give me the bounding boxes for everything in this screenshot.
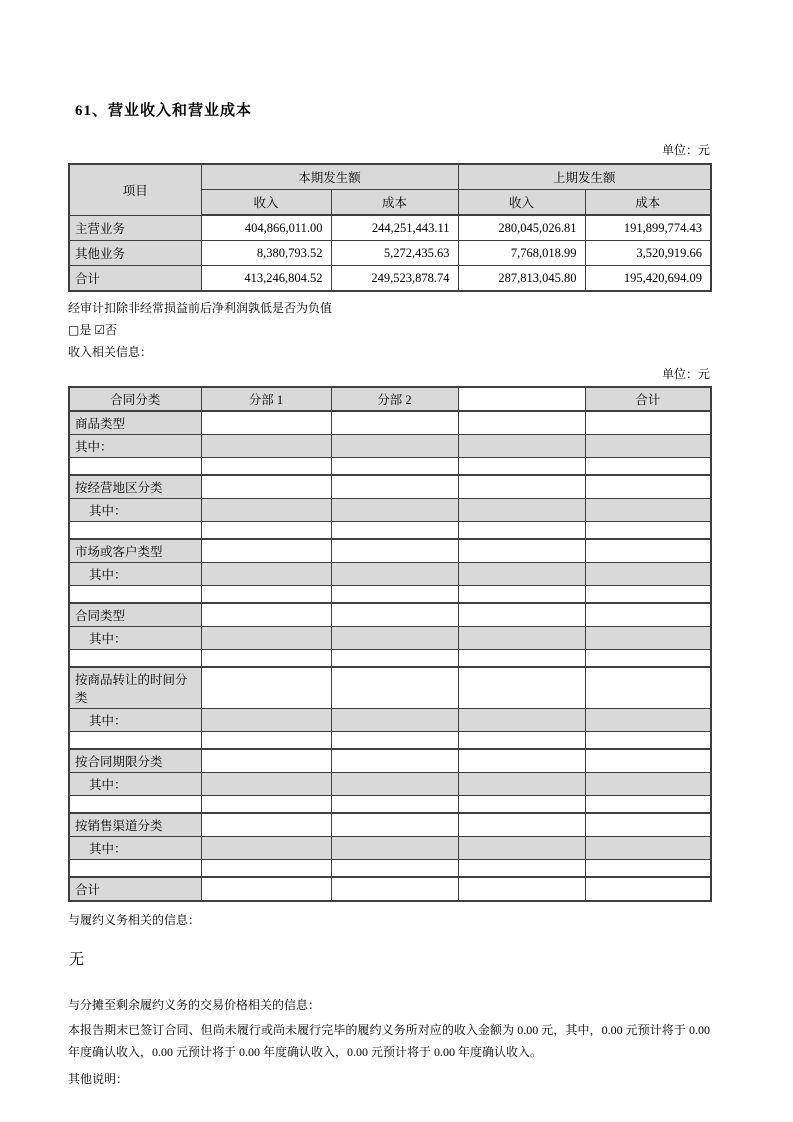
col-header-segment-1: 分部 1 bbox=[201, 387, 331, 411]
contract-table-row bbox=[69, 603, 711, 627]
empty-cell bbox=[331, 650, 458, 668]
row-label: 按合同期限分类 bbox=[69, 749, 201, 773]
empty-cell bbox=[458, 522, 585, 540]
contract-table-row bbox=[69, 627, 711, 650]
contract-table-row bbox=[69, 499, 711, 522]
col-header-prior-period: 上期发生额 bbox=[458, 164, 711, 190]
amount-cell: 5,272,435.63 bbox=[331, 241, 458, 266]
contract-table-row bbox=[69, 586, 711, 604]
empty-cell bbox=[201, 877, 331, 901]
empty-cell bbox=[458, 667, 585, 709]
page-title: 61、营业收入和营业成本 bbox=[75, 103, 253, 119]
revenue-cost-header-row-1 bbox=[69, 164, 711, 190]
contract-table-row bbox=[69, 709, 711, 732]
contract-table-row bbox=[69, 458, 711, 476]
empty-cell bbox=[585, 732, 711, 750]
revenue-cost-row bbox=[69, 241, 711, 266]
contract-table-row bbox=[69, 475, 711, 499]
empty-cell bbox=[201, 813, 331, 837]
empty-cell bbox=[585, 813, 711, 837]
obligation-info-value: 无 bbox=[69, 952, 85, 968]
empty-cell bbox=[201, 586, 331, 604]
empty-cell bbox=[585, 837, 711, 860]
col-header-blank bbox=[458, 387, 585, 411]
row-label: 合计 bbox=[69, 877, 201, 901]
contract-table-row bbox=[69, 522, 711, 540]
row-label: 按商品转让的时间分类 bbox=[69, 667, 201, 709]
empty-cell bbox=[201, 603, 331, 627]
empty-cell bbox=[585, 860, 711, 878]
row-label bbox=[69, 586, 201, 604]
empty-cell bbox=[458, 603, 585, 627]
option-yes bbox=[68, 323, 91, 337]
contract-table-row bbox=[69, 732, 711, 750]
empty-cell bbox=[331, 877, 458, 901]
contract-table-body bbox=[69, 411, 711, 901]
amount-cell: 191,899,774.43 bbox=[585, 215, 711, 241]
row-label: 主营业务 bbox=[69, 215, 201, 241]
empty-cell bbox=[458, 458, 585, 476]
empty-cell bbox=[458, 732, 585, 750]
row-label: 按销售渠道分类 bbox=[69, 813, 201, 837]
revenue-cost-table-body bbox=[69, 215, 711, 291]
empty-cell bbox=[585, 522, 711, 540]
contract-table-row bbox=[69, 435, 711, 458]
empty-cell bbox=[201, 837, 331, 860]
row-label bbox=[69, 522, 201, 540]
empty-cell bbox=[458, 627, 585, 650]
empty-cell bbox=[331, 837, 458, 860]
contract-table-row bbox=[69, 539, 711, 563]
empty-cell bbox=[331, 522, 458, 540]
contract-table-row bbox=[69, 877, 711, 901]
empty-cell bbox=[458, 539, 585, 563]
unit-label: 单位：元 bbox=[661, 367, 710, 381]
option-no-label: 否 bbox=[105, 323, 118, 337]
empty-cell bbox=[201, 709, 331, 732]
empty-cell bbox=[585, 586, 711, 604]
obligation-info-label: 与履约义务相关的信息： bbox=[68, 913, 201, 927]
col-header-item: 项目 bbox=[69, 164, 201, 215]
contract-table-row bbox=[69, 860, 711, 878]
empty-cell bbox=[458, 709, 585, 732]
empty-cell bbox=[201, 860, 331, 878]
checkbox-unchecked-icon: □ bbox=[68, 323, 80, 337]
empty-cell bbox=[331, 813, 458, 837]
empty-cell bbox=[458, 499, 585, 522]
empty-cell bbox=[201, 796, 331, 814]
empty-cell bbox=[331, 603, 458, 627]
empty-cell bbox=[201, 773, 331, 796]
contract-table-header-row bbox=[69, 387, 711, 411]
empty-cell bbox=[458, 411, 585, 435]
contract-table-row bbox=[69, 837, 711, 860]
empty-cell bbox=[458, 749, 585, 773]
empty-cell bbox=[331, 667, 458, 709]
row-label: 其中： bbox=[69, 435, 201, 458]
row-label: 其中： bbox=[69, 563, 201, 586]
empty-cell bbox=[458, 773, 585, 796]
empty-cell bbox=[458, 435, 585, 458]
col-header-current-cost: 成本 bbox=[331, 190, 458, 216]
contract-table-row bbox=[69, 813, 711, 837]
empty-cell bbox=[201, 650, 331, 668]
col-header-current-revenue: 收入 bbox=[201, 190, 331, 216]
empty-cell bbox=[201, 539, 331, 563]
checkbox-checked-icon: ☑ bbox=[94, 323, 106, 337]
empty-cell bbox=[201, 749, 331, 773]
empty-cell bbox=[331, 860, 458, 878]
empty-cell bbox=[585, 627, 711, 650]
row-label: 其中： bbox=[69, 837, 201, 860]
empty-cell bbox=[331, 709, 458, 732]
amount-cell: 7,768,018.99 bbox=[458, 241, 585, 266]
contract-table-row bbox=[69, 650, 711, 668]
empty-cell bbox=[331, 773, 458, 796]
empty-cell bbox=[331, 563, 458, 586]
empty-cell bbox=[458, 837, 585, 860]
row-label: 按经营地区分类 bbox=[69, 475, 201, 499]
empty-cell bbox=[585, 796, 711, 814]
other-notes-label: 其他说明： bbox=[68, 1072, 129, 1086]
row-label: 商品类型 bbox=[69, 411, 201, 435]
empty-cell bbox=[331, 458, 458, 476]
empty-cell bbox=[201, 475, 331, 499]
amount-cell: 280,045,026.81 bbox=[458, 215, 585, 241]
contract-table-row bbox=[69, 563, 711, 586]
revenue-cost-row bbox=[69, 215, 711, 241]
empty-cell bbox=[331, 749, 458, 773]
row-label: 其他业务 bbox=[69, 241, 201, 266]
contract-classification-table bbox=[68, 386, 712, 902]
empty-cell bbox=[585, 749, 711, 773]
empty-cell bbox=[585, 435, 711, 458]
empty-cell bbox=[458, 796, 585, 814]
empty-cell bbox=[585, 411, 711, 435]
empty-cell bbox=[585, 539, 711, 563]
contract-table-row bbox=[69, 411, 711, 435]
empty-cell bbox=[201, 522, 331, 540]
amount-cell: 249,523,878.74 bbox=[331, 266, 458, 292]
row-label: 其中： bbox=[69, 709, 201, 732]
col-header-contract-class: 合同分类 bbox=[69, 387, 201, 411]
empty-cell bbox=[585, 603, 711, 627]
empty-cell bbox=[458, 586, 585, 604]
empty-cell bbox=[331, 411, 458, 435]
row-label: 合同类型 bbox=[69, 603, 201, 627]
allocation-paragraph: 本报告期末已签订合同、但尚未履行或尚未履行完毕的履约义务所对应的收入金额为 0.00 元，其中，0.00 元预计将于 0.00 年度确认收入，0.00 元预计将于 0.00 年度确认收入，0.00 元预计将于 0.00 年度确认收入。 bbox=[68, 1023, 710, 1059]
empty-cell bbox=[585, 563, 711, 586]
col-header-current-period: 本期发生额 bbox=[201, 164, 458, 190]
empty-cell bbox=[201, 435, 331, 458]
col-header-total: 合计 bbox=[585, 387, 711, 411]
option-yes-label: 是 bbox=[79, 323, 92, 337]
amount-cell: 195,420,694.09 bbox=[585, 266, 711, 292]
row-label: 合计 bbox=[69, 266, 201, 292]
amount-cell: 8,380,793.52 bbox=[201, 241, 331, 266]
empty-cell bbox=[458, 650, 585, 668]
empty-cell bbox=[458, 860, 585, 878]
empty-cell bbox=[458, 475, 585, 499]
amount-cell: 3,520,919.66 bbox=[585, 241, 711, 266]
empty-cell bbox=[201, 563, 331, 586]
col-header-prior-cost: 成本 bbox=[585, 190, 711, 216]
empty-cell bbox=[331, 539, 458, 563]
empty-cell bbox=[331, 627, 458, 650]
empty-cell bbox=[201, 499, 331, 522]
empty-cell bbox=[331, 435, 458, 458]
row-label bbox=[69, 650, 201, 668]
contract-table-row bbox=[69, 667, 711, 709]
empty-cell bbox=[458, 563, 585, 586]
row-label bbox=[69, 732, 201, 750]
empty-cell bbox=[331, 475, 458, 499]
revenue-cost-table bbox=[68, 163, 712, 292]
contract-table-row bbox=[69, 773, 711, 796]
empty-cell bbox=[585, 877, 711, 901]
audit-answer-row bbox=[68, 320, 710, 340]
empty-cell bbox=[331, 586, 458, 604]
empty-cell bbox=[201, 411, 331, 435]
row-label: 其中： bbox=[69, 773, 201, 796]
row-label: 其中： bbox=[69, 627, 201, 650]
amount-cell: 287,813,045.80 bbox=[458, 266, 585, 292]
empty-cell bbox=[201, 627, 331, 650]
empty-cell bbox=[585, 499, 711, 522]
empty-cell bbox=[201, 667, 331, 709]
empty-cell bbox=[585, 773, 711, 796]
empty-cell bbox=[201, 458, 331, 476]
empty-cell bbox=[585, 475, 711, 499]
empty-cell bbox=[331, 796, 458, 814]
revenue-cost-row bbox=[69, 266, 711, 292]
contract-table-row bbox=[69, 796, 711, 814]
col-header-segment-2: 分部 2 bbox=[331, 387, 458, 411]
row-label: 其中： bbox=[69, 499, 201, 522]
empty-cell bbox=[201, 732, 331, 750]
empty-cell bbox=[458, 813, 585, 837]
empty-cell bbox=[585, 650, 711, 668]
revenue-info-label: 收入相关信息： bbox=[68, 345, 153, 359]
row-label bbox=[69, 458, 201, 476]
contract-table-row bbox=[69, 749, 711, 773]
row-label: 市场或客户类型 bbox=[69, 539, 201, 563]
col-header-prior-revenue: 收入 bbox=[458, 190, 585, 216]
empty-cell bbox=[585, 709, 711, 732]
amount-cell: 413,246,804.52 bbox=[201, 266, 331, 292]
row-label bbox=[69, 860, 201, 878]
empty-cell bbox=[585, 667, 711, 709]
row-label bbox=[69, 796, 201, 814]
empty-cell bbox=[331, 732, 458, 750]
option-no bbox=[94, 323, 117, 337]
empty-cell bbox=[585, 458, 711, 476]
audit-question: 经审计扣除非经常损益前后净利润孰低是否为负值 bbox=[68, 301, 333, 315]
unit-label: 单位：元 bbox=[661, 143, 710, 157]
amount-cell: 244,251,443.11 bbox=[331, 215, 458, 241]
empty-cell bbox=[331, 499, 458, 522]
empty-cell bbox=[458, 877, 585, 901]
allocation-info-label: 与分摊至剩余履约义务的交易价格相关的信息： bbox=[68, 998, 321, 1012]
amount-cell: 404,866,011.00 bbox=[201, 215, 331, 241]
